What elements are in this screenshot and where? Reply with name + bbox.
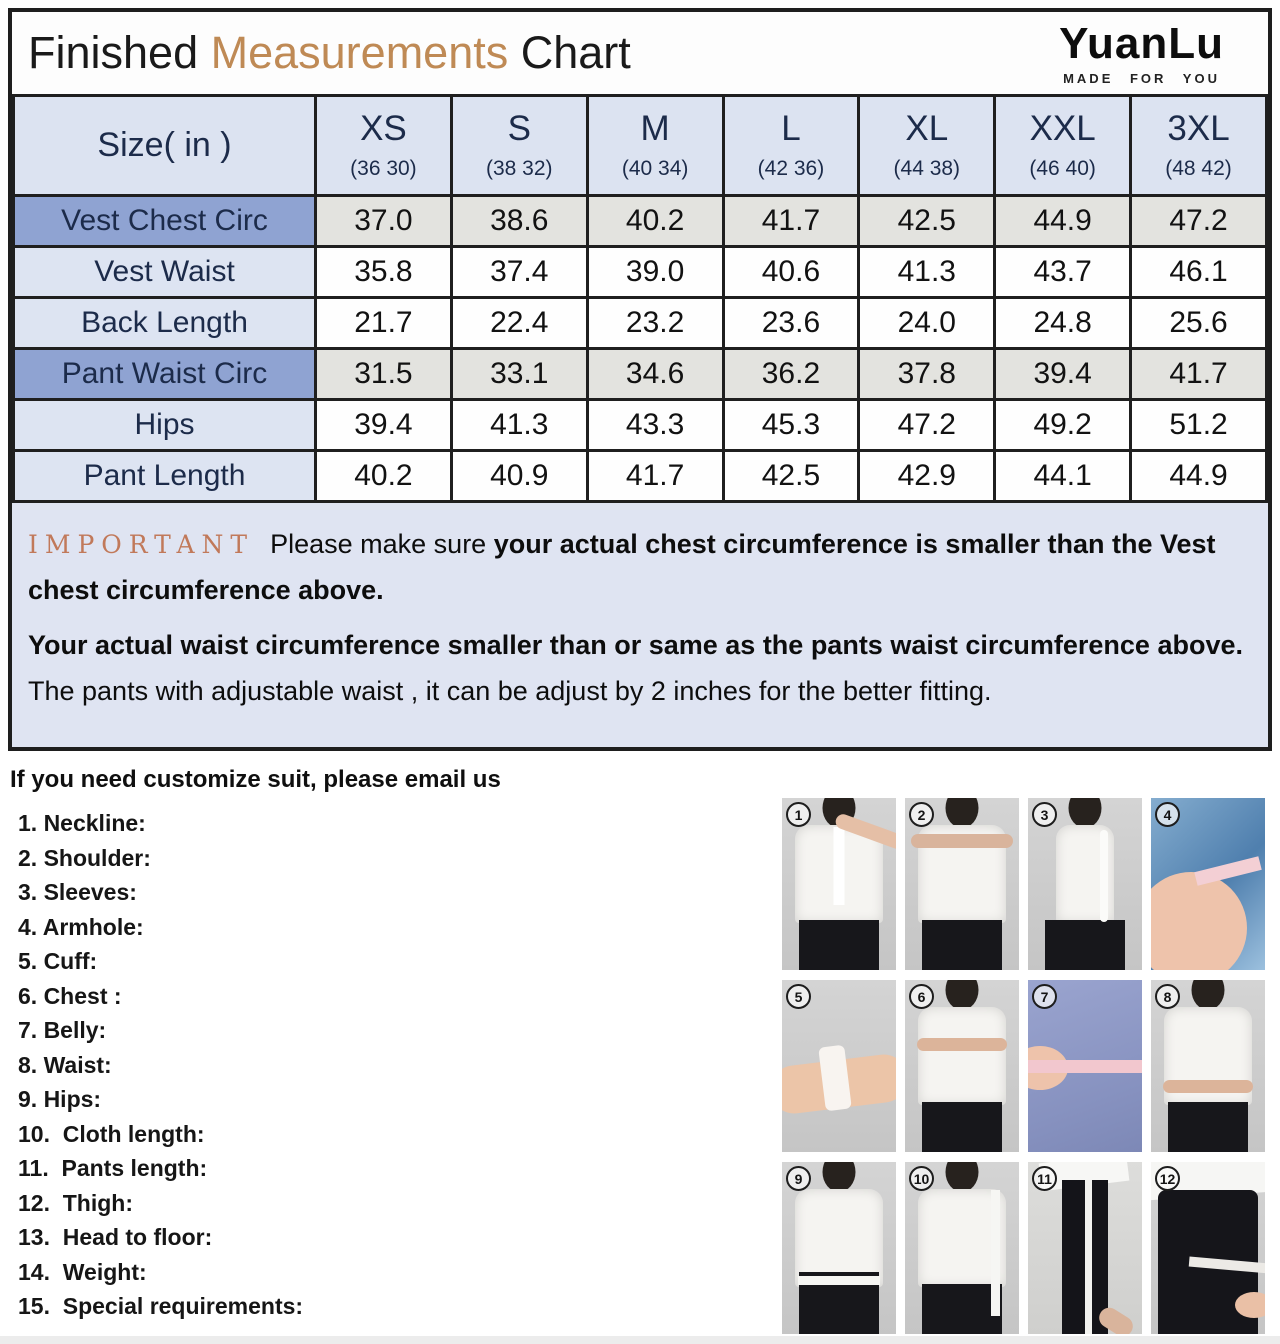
photo-number-badge: 5: [786, 984, 811, 1009]
photo-layer: [823, 1162, 856, 1192]
measure-list-item: 7. Belly:: [18, 1017, 107, 1043]
row-label: Hips: [14, 400, 316, 451]
title-word-chart: Chart: [520, 27, 631, 78]
chart-box: [8, 8, 1272, 751]
bottom-strip: [0, 1336, 1280, 1344]
important-p2-bold: Your actual waist circumference smaller than or same as the pants waist circumference above.: [28, 629, 1243, 660]
size-table-body: [14, 196, 1267, 502]
measurement-value: 23.6: [723, 298, 859, 349]
photo-layer: [918, 1007, 1006, 1105]
measure-list-item: 12. Thigh:: [18, 1189, 133, 1216]
column-header-3xl: [1131, 96, 1267, 196]
measure-list: [18, 806, 303, 1324]
measure-list-item: 9. Hips:: [18, 1086, 102, 1112]
column-size-label: XL: [905, 109, 949, 149]
table-row: [14, 400, 1267, 451]
measure-list-item: 1. Neckline:: [18, 810, 146, 836]
column-header-xl: [859, 96, 995, 196]
measure-list-item: 15. Special requirements:: [18, 1293, 304, 1319]
column-range-label: (44 38): [893, 156, 961, 180]
column-range-label: (36 30): [350, 156, 417, 180]
measure-list-item: 11. Pants length:: [18, 1155, 208, 1181]
photo-tile-measure-chest: [905, 980, 1019, 1152]
brand-tagline: MADE FOR YOU: [1063, 70, 1220, 86]
photo-layer: [911, 834, 1013, 848]
measurement-value: 45.3: [723, 400, 859, 451]
table-row: [14, 451, 1267, 502]
measurement-value: 40.6: [723, 247, 859, 298]
table-row: [14, 298, 1267, 349]
column-size-label: XS: [360, 109, 407, 149]
photo-number-badge: 10: [909, 1166, 934, 1191]
measurement-value: 35.8: [316, 247, 452, 298]
photo-layer: [798, 1276, 880, 1285]
measurement-value: 46.1: [1131, 247, 1267, 298]
column-header-xxl: [995, 96, 1131, 196]
photo-layer: [1168, 1102, 1248, 1152]
photo-number-badge: 3: [1032, 802, 1057, 827]
photo-layer: [1045, 920, 1125, 970]
photo-number-badge: 1: [786, 802, 811, 827]
photo-number-badge: 9: [786, 1166, 811, 1191]
photo-layer: [1085, 1180, 1092, 1334]
photo-tile-measure-hips: [782, 1162, 896, 1334]
measurement-value: 37.4: [451, 247, 587, 298]
measurement-value: 44.1: [995, 451, 1131, 502]
measure-list-item: 8. Waist:: [18, 1051, 112, 1078]
table-row: [14, 247, 1267, 298]
table-row: [14, 196, 1267, 247]
photo-layer: [1069, 798, 1102, 828]
measurement-value: 49.2: [995, 400, 1131, 451]
measurement-value: 41.7: [1131, 349, 1267, 400]
column-range-label: (42 36): [757, 156, 825, 180]
title-word-measurements: Measurements: [210, 27, 509, 78]
size-unit-header: Size( in ): [14, 96, 316, 196]
photo-layer: [799, 920, 879, 970]
photo-tile-measure-waist: [1151, 980, 1265, 1152]
photo-tile-measure-thigh: [1151, 1162, 1265, 1334]
column-size-label: XXL: [1029, 109, 1096, 149]
photo-layer: [1192, 980, 1225, 1010]
measure-list-item: 6. Chest :: [18, 982, 122, 1009]
important-paragraph-1: [28, 521, 1252, 614]
photo-tile-measure-belly: [1028, 980, 1142, 1152]
photo-number-badge: 4: [1155, 802, 1180, 827]
size-table-head: [14, 96, 1267, 196]
column-size-label: M: [640, 109, 670, 149]
column-size-label: S: [507, 109, 531, 149]
photo-layer: [946, 980, 979, 1010]
important-note: [12, 503, 1268, 747]
photo-layer: [922, 1102, 1002, 1152]
photo-number-badge: 2: [909, 802, 934, 827]
photo-layer: [922, 920, 1002, 970]
measurement-value: 33.1: [451, 349, 587, 400]
table-row: [14, 349, 1267, 400]
measurement-value: 41.7: [723, 196, 859, 247]
measurement-value: 44.9: [995, 196, 1131, 247]
row-label: Back Length: [14, 298, 316, 349]
measure-list-item: 2. Shoulder:: [18, 844, 151, 871]
measurement-value: 24.8: [995, 298, 1131, 349]
photo-tile-measure-neckline: [782, 798, 896, 970]
measurement-value: 42.5: [859, 196, 995, 247]
row-label: Pant Length: [14, 451, 316, 502]
important-p2-normal: The pants with adjustable waist , it can be adjust by 2 inches for the better fitting.: [28, 676, 992, 707]
photo-layer: [946, 798, 979, 828]
photo-layer: [991, 1190, 1000, 1316]
measure-list-item: 5. Cuff:: [18, 948, 98, 974]
measurement-value: 43.3: [587, 400, 723, 451]
measurement-value: 41.7: [587, 451, 723, 502]
column-range-label: (48 42): [1165, 156, 1232, 180]
measure-list-item: 14. Weight:: [18, 1258, 147, 1285]
measurement-value: 23.2: [587, 298, 723, 349]
photo-layer: [1100, 830, 1108, 922]
photo-layer: [1235, 1292, 1265, 1318]
measure-list-item: 13. Head to floor:: [18, 1224, 213, 1250]
measurement-value: 39.0: [587, 247, 723, 298]
photo-tile-measure-cloth-length: [905, 1162, 1019, 1334]
measurement-value: 44.9: [1131, 451, 1267, 502]
important-paragraph-2: [28, 622, 1252, 715]
photo-layer: [1028, 1060, 1142, 1073]
row-label: Vest Waist: [14, 247, 316, 298]
column-header-xs: [316, 96, 452, 196]
title-word-finished: Finished: [28, 27, 199, 78]
measurement-value: 42.5: [723, 451, 859, 502]
photo-layer: [1163, 1080, 1253, 1093]
photo-tile-measure-armhole: [1151, 798, 1265, 970]
important-p1-normal: Please make sure: [270, 529, 487, 559]
measure-list-item: 4. Armhole:: [18, 913, 144, 940]
measurement-value: 39.4: [316, 400, 452, 451]
size-table: [12, 94, 1268, 503]
important-label: IMPORTANT: [28, 530, 255, 559]
measurement-value: 37.0: [316, 196, 452, 247]
column-header-m: [587, 96, 723, 196]
column-header-s: [451, 96, 587, 196]
measurement-value: 37.8: [859, 349, 995, 400]
measurement-value: 22.4: [451, 298, 587, 349]
measurement-value: 41.3: [451, 400, 587, 451]
customize-heading: If you need customize suit, please email us: [10, 766, 501, 793]
column-size-label: L: [781, 109, 801, 149]
measurement-value: 51.2: [1131, 400, 1267, 451]
measurement-value: 24.0: [859, 298, 995, 349]
column-header-l: [723, 96, 859, 196]
measurement-value: 43.7: [995, 247, 1131, 298]
photo-layer: [922, 1284, 1002, 1334]
photo-number-badge: 7: [1032, 984, 1057, 1009]
photo-number-badge: 12: [1155, 1166, 1180, 1191]
measure-list-item: 10. Cloth length:: [18, 1120, 205, 1147]
photo-layer: [946, 1162, 979, 1192]
photo-number-badge: 11: [1032, 1166, 1057, 1191]
measurement-value: 39.4: [995, 349, 1131, 400]
column-size-label: 3XL: [1167, 109, 1230, 149]
row-label: Vest Chest Circ: [14, 196, 316, 247]
photo-tile-measure-shoulder: [905, 798, 1019, 970]
photo-number-badge: 8: [1155, 984, 1180, 1009]
photo-number-badge: 6: [909, 984, 934, 1009]
measurement-value: 40.2: [316, 451, 452, 502]
photo-tile-measure-sleeves: [1028, 798, 1142, 970]
measure-list-item: 3. Sleeves:: [18, 879, 137, 905]
column-range-label: (38 32): [485, 156, 553, 180]
measurement-value: 40.2: [587, 196, 723, 247]
column-range-label: (46 40): [1029, 156, 1096, 180]
measurement-value: 31.5: [316, 349, 452, 400]
measurement-value: 25.6: [1131, 298, 1267, 349]
brand-logo: YuanLu: [1059, 18, 1224, 68]
measurement-value: 41.3: [859, 247, 995, 298]
brand-block: [1059, 18, 1224, 86]
photo-layer: [917, 1038, 1007, 1051]
measurement-value: 40.9: [451, 451, 587, 502]
important-p1-bold: your actual chest circumference is smaller than the Vest chest circumference above.: [28, 529, 1216, 606]
measurement-value: 36.2: [723, 349, 859, 400]
title-row: [12, 12, 1268, 94]
photo-tile-measure-cuff: [782, 980, 896, 1152]
measurement-value: 47.2: [1131, 196, 1267, 247]
page-title: [28, 27, 631, 79]
measurement-value: 42.9: [859, 451, 995, 502]
row-label: Pant Waist Circ: [14, 349, 316, 400]
measurement-value: 21.7: [316, 298, 452, 349]
measurement-value: 38.6: [451, 196, 587, 247]
photo-grid: [782, 798, 1270, 1334]
size-header-row: [14, 96, 1267, 196]
measurement-value: 34.6: [587, 349, 723, 400]
photo-tile-measure-pants-length: [1028, 1162, 1142, 1334]
measurement-value: 47.2: [859, 400, 995, 451]
column-range-label: (40 34): [621, 156, 689, 180]
